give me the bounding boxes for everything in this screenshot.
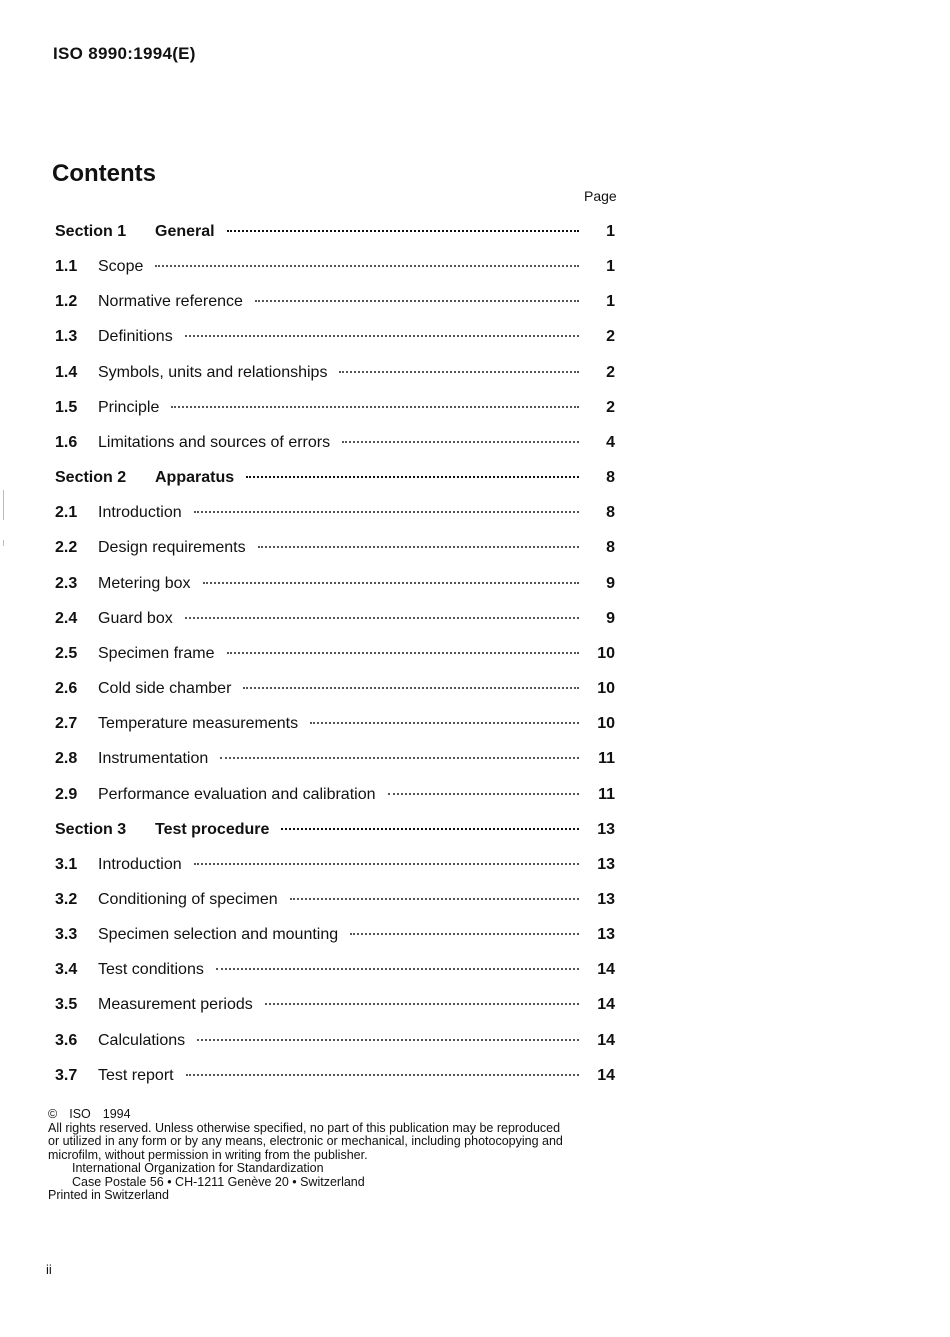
toc-entry-number: 2.5	[55, 644, 78, 662]
toc-entry-title: Cold side chamber	[98, 680, 232, 698]
toc-page-number: 11	[598, 750, 615, 768]
toc-entry-number: 2.2	[55, 539, 78, 557]
toc-entry-number: 3.5	[55, 996, 78, 1014]
toc-entry-row	[55, 671, 615, 706]
toc-entry-title: Measurement periods	[98, 996, 253, 1014]
toc-page-number: 4	[606, 433, 615, 451]
toc-entry-title: Specimen frame	[98, 644, 215, 662]
dot-leader	[281, 828, 579, 830]
toc-entry-title: Conditioning of specimen	[98, 890, 278, 908]
toc-page-number: 14	[597, 1031, 615, 1049]
toc-entry-number: 2.8	[55, 750, 78, 768]
toc-entry-title: Guard box	[98, 609, 173, 627]
toc-entry-title: Introduction	[98, 504, 182, 522]
toc-entry-row	[55, 566, 615, 601]
contents-title: Contents	[52, 160, 156, 187]
toc-page-number: 13	[597, 820, 615, 838]
toc-page-number: 9	[606, 574, 615, 592]
toc-entry-title: Performance evaluation and calibration	[98, 785, 376, 803]
toc-entry-row	[55, 706, 615, 741]
dot-leader	[310, 722, 579, 724]
toc-page-number: 10	[597, 644, 615, 662]
toc-entry-number: 2.1	[55, 504, 78, 522]
printed-in: Printed in Switzerland	[48, 1188, 169, 1202]
copyright-year: 1994	[102, 1107, 131, 1121]
toc-entry-number: 1.2	[55, 293, 78, 311]
toc-entry-title: Design requirements	[98, 539, 246, 557]
dot-leader	[194, 863, 579, 865]
toc-page-number: 13	[597, 926, 615, 944]
toc-entry-row	[55, 741, 615, 776]
document-id: ISO 8990:1994(E)	[53, 44, 196, 63]
toc-entry-row	[55, 882, 615, 917]
toc-entry-row	[55, 425, 615, 460]
dot-leader	[265, 1003, 579, 1005]
toc-entry-number: 2.3	[55, 574, 78, 592]
toc-section-row	[55, 214, 615, 249]
page-column-label: Page	[584, 188, 617, 204]
copyright-holder: ISO	[69, 1107, 91, 1121]
toc-entry-number: 1.4	[55, 363, 78, 381]
toc-entry-number: 1.1	[55, 258, 78, 276]
dot-leader	[194, 511, 579, 513]
toc-entry-row	[55, 987, 615, 1022]
toc-entry-number: 3.2	[55, 890, 78, 908]
toc-entry-row	[55, 1058, 615, 1093]
toc-entry-number: 2.4	[55, 609, 78, 627]
toc-page-number: 14	[597, 961, 615, 979]
toc-entry-title: Introduction	[98, 855, 182, 873]
toc-entry-row	[55, 917, 615, 952]
toc-page-number: 13	[597, 890, 615, 908]
toc-entry-title: Specimen selection and mounting	[98, 926, 339, 944]
scan-margin-mark	[3, 490, 4, 520]
toc-entry-row	[55, 777, 615, 812]
toc-section-number: Section 2	[55, 469, 127, 487]
dot-leader	[342, 441, 579, 443]
toc-entry-number: 1.6	[55, 433, 78, 451]
dot-leader	[350, 933, 579, 935]
dot-leader	[185, 335, 579, 337]
dot-leader	[203, 582, 580, 584]
dot-leader	[339, 371, 579, 373]
toc-section-row	[55, 460, 615, 495]
toc-entry-row	[55, 495, 615, 530]
toc-entry-row	[55, 530, 615, 565]
dot-leader	[227, 230, 579, 232]
dot-leader	[155, 265, 579, 267]
toc-page-number: 8	[606, 539, 615, 557]
toc-entry-number: 2.9	[55, 785, 78, 803]
toc-page-number: 2	[606, 398, 615, 416]
toc-page-number: 14	[597, 996, 615, 1014]
toc-section-number: Section 1	[55, 223, 127, 240]
toc-page-number: 1	[606, 293, 615, 311]
toc-entry-title: Test conditions	[98, 961, 204, 979]
dot-leader	[220, 757, 579, 759]
toc-section-number: Section 3	[55, 820, 127, 838]
toc-entry-row	[55, 319, 615, 354]
toc-page-number: 10	[597, 680, 615, 698]
toc-entry-row	[55, 847, 615, 882]
copyright-line	[48, 1108, 618, 1122]
dot-leader	[258, 546, 579, 548]
dot-leader	[186, 1074, 579, 1076]
dot-leader	[216, 968, 579, 970]
toc-entry-number: 2.7	[55, 715, 78, 733]
organization-address: Case Postale 56 • CH-1211 Genève 20 • Switzerland	[72, 1174, 365, 1189]
toc-entry-title: Normative reference	[98, 293, 243, 311]
toc-page-number: 1	[606, 223, 615, 240]
toc-section-row	[55, 812, 615, 847]
toc-section-title: Test procedure	[155, 820, 270, 838]
dot-leader	[243, 687, 579, 689]
toc-entry-number: 2.6	[55, 680, 78, 698]
toc-entry-title: Temperature measurements	[98, 715, 299, 733]
table-of-contents	[55, 214, 615, 1093]
toc-entry-row	[55, 636, 615, 671]
toc-page-number: 1	[606, 258, 615, 276]
page-number: ii	[46, 1262, 52, 1277]
toc-entry-number: 3.3	[55, 926, 78, 944]
dot-leader	[197, 1039, 579, 1041]
toc-entry-row	[55, 1023, 615, 1058]
copyright-notice-line: microfilm, without permission in writing from the publisher.	[48, 1147, 368, 1162]
copyright-symbol: ©	[48, 1107, 58, 1121]
toc-entry-number: 3.1	[55, 855, 78, 873]
copyright-notice-line: All rights reserved. Unless otherwise specified, no part of this publication may be reproduced	[48, 1120, 561, 1135]
dot-leader	[388, 793, 580, 795]
dot-leader	[171, 406, 579, 408]
toc-page-number: 11	[598, 785, 615, 803]
scan-margin-mark	[3, 540, 4, 546]
toc-entry-row	[55, 601, 615, 636]
toc-section-title: General	[155, 223, 215, 240]
toc-section-title: Apparatus	[155, 469, 235, 487]
toc-entry-title: Metering box	[98, 574, 191, 592]
toc-page-number: 2	[606, 328, 615, 346]
dot-leader	[290, 898, 579, 900]
dot-leader	[246, 476, 579, 478]
toc-entry-title: Definitions	[98, 328, 173, 346]
toc-entry-number: 3.7	[55, 1066, 78, 1084]
toc-entry-number: 1.3	[55, 328, 78, 346]
toc-page-number: 14	[597, 1066, 615, 1084]
toc-entry-title: Limitations and sources of errors	[98, 433, 331, 451]
toc-entry-title: Symbols, units and relationships	[98, 363, 328, 381]
copyright-notice-line: or utilized in any form or by any means, electronic or mechanical, including photocopying and	[48, 1134, 563, 1148]
dot-leader	[227, 652, 580, 654]
toc-page-number: 2	[606, 363, 615, 381]
toc-page-number: 10	[597, 715, 615, 733]
toc-entry-row	[55, 355, 615, 390]
toc-entry-title: Calculations	[98, 1031, 186, 1049]
copyright-block	[48, 1108, 618, 1203]
dot-leader	[255, 300, 579, 302]
toc-entry-row	[55, 390, 615, 425]
toc-entry-number: 3.6	[55, 1031, 78, 1049]
toc-entry-row	[55, 284, 615, 319]
dot-leader	[185, 617, 579, 619]
toc-page-number: 13	[597, 855, 615, 873]
toc-entry-row	[55, 952, 615, 987]
toc-entry-title: Test report	[98, 1066, 174, 1084]
toc-entry-number: 1.5	[55, 398, 78, 416]
toc-page-number: 8	[606, 504, 615, 522]
toc-entry-number: 3.4	[55, 961, 78, 979]
toc-entry-title: Instrumentation	[98, 750, 209, 768]
toc-entry-title: Scope	[98, 258, 144, 276]
toc-page-number: 9	[606, 609, 615, 627]
toc-entry-title: Principle	[98, 398, 160, 416]
toc-entry-row	[55, 249, 615, 284]
toc-page-number: 8	[606, 469, 615, 487]
organization-name: International Organization for Standardization	[72, 1161, 324, 1175]
